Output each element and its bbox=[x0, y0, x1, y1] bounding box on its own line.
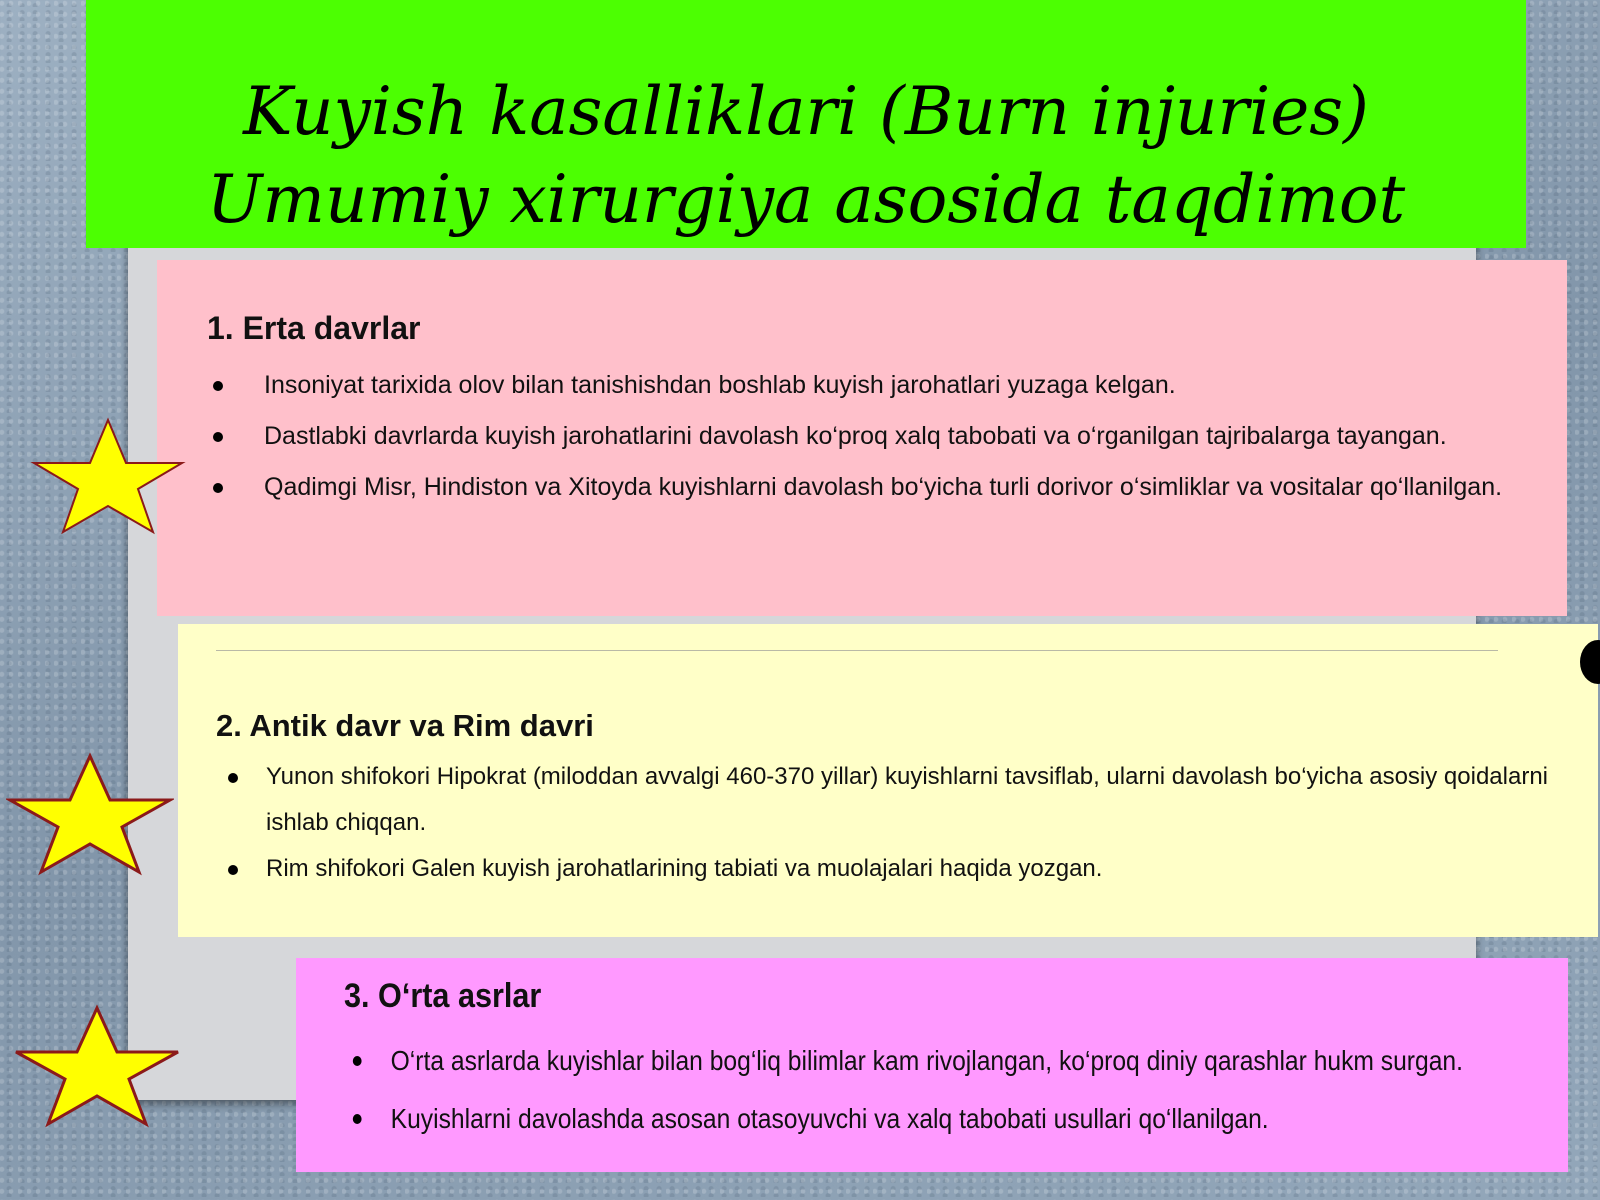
section-middle-ages bbox=[296, 958, 1568, 1172]
title-banner bbox=[86, 0, 1526, 248]
star-icon bbox=[6, 752, 174, 876]
bullet-list bbox=[207, 360, 1547, 513]
title-line-1: Kuyish kasalliklari (Burn injuries) bbox=[243, 73, 1369, 150]
bullet-list bbox=[344, 1032, 1548, 1148]
section-heading: 3. O‘rta asrlar bbox=[344, 977, 542, 1015]
list-item: Yunon shifokori Hipokrat (miloddan avvalgi 460-370 yillar) kuyishlarni tavsiflab, ularni davolash bo‘yicha asosiy qoidalarni ishlab chiqqan. bbox=[216, 754, 1578, 846]
list-item: Kuyishlarni davolashda asosan otasoyuvchi va xalq tabobati usullari qo‘llanilgan. bbox=[344, 1090, 1404, 1148]
edge-marker bbox=[1580, 640, 1600, 684]
divider-line bbox=[216, 650, 1498, 651]
list-item: Rim shifokori Galen kuyish jarohatlarining tabiati va muolajalari haqida yozgan. bbox=[216, 846, 1578, 892]
star-icon bbox=[12, 1004, 182, 1128]
list-item: O‘rta asrlarda kuyishlar bilan bog‘liq bilimlar kam rivojlangan, ko‘proq diniy qarashlar hukm surgan. bbox=[344, 1032, 1404, 1090]
list-item: Insoniyat tarixida olov bilan tanishishdan boshlab kuyish jarohatlari yuzaga kelgan. bbox=[207, 360, 1547, 411]
bullet-list bbox=[216, 754, 1578, 892]
section-heading: 1. Erta davrlar bbox=[207, 310, 421, 346]
star-icon bbox=[30, 416, 186, 536]
section-antique-roman bbox=[178, 624, 1598, 937]
list-item: Dastlabki davrlarda kuyish jarohatlarini davolash ko‘proq xalq tabobati va o‘rganilgan tajribalarga tayangan. bbox=[207, 411, 1547, 462]
section-early-periods bbox=[157, 260, 1567, 616]
section-heading: 2. Antik davr va Rim davri bbox=[216, 708, 594, 743]
list-item: Qadimgi Misr, Hindiston va Xitoyda kuyishlarni davolash bo‘yicha turli dorivor o‘simliklar va vositalar qo‘llanilgan. bbox=[207, 462, 1547, 513]
title-line-2: Umumiy xirurgiya asosida taqdimot bbox=[206, 161, 1406, 238]
